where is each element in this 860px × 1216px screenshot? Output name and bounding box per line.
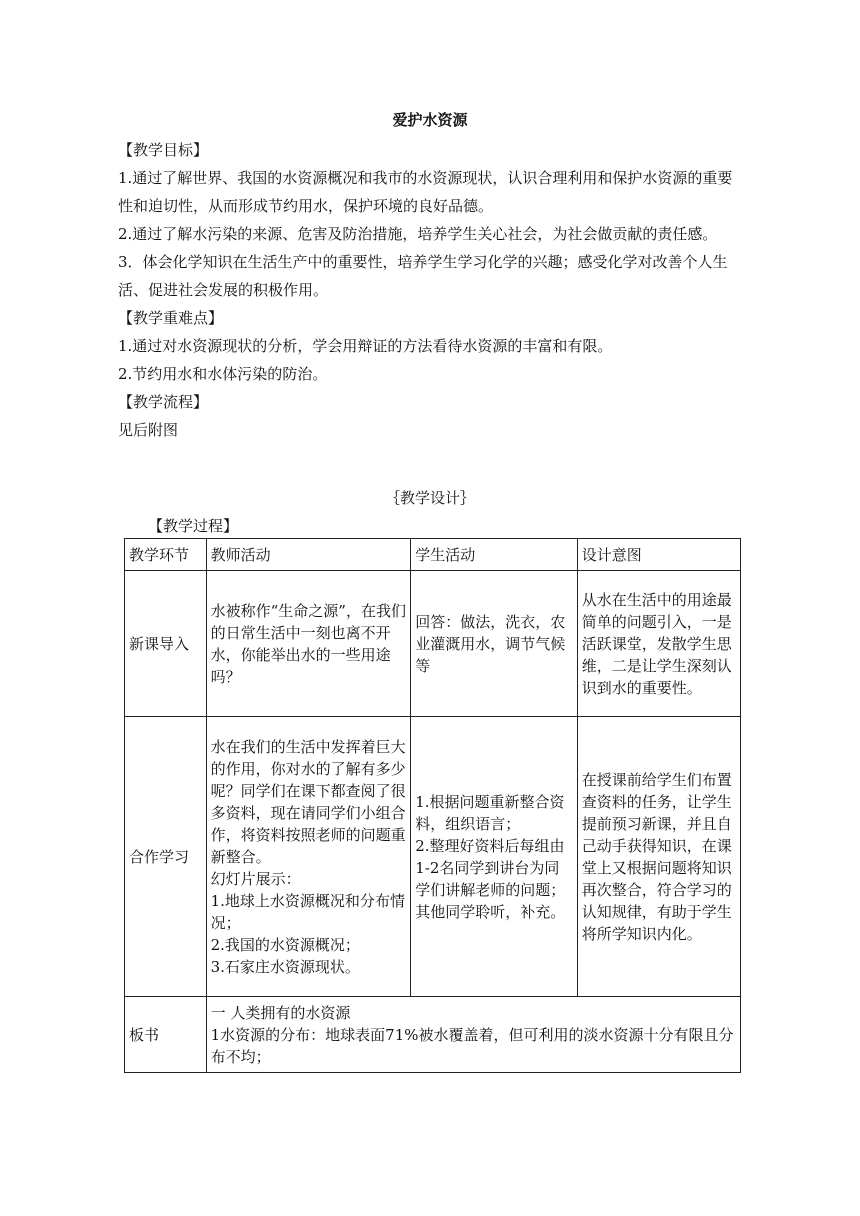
- goal-item: 1.通过了解世界、我国的水资源概况和我市的水资源现状，认识合理利用和保护水资源的重要性和迫切性，从而形成节约用水，保护环境的良好品德。: [118, 169, 733, 215]
- intent-text: 在授课前给学生们布置查资料的任务，让学生提前预习新课，并且自己动手获得知识，在课堂上又根据问题将知识再次整合，符合学习的认知规律，有助于学生将所学知识内化。: [581, 770, 732, 943]
- student-cell: [411, 717, 577, 997]
- goals-heading: 【教学目标】: [118, 141, 209, 159]
- teacher-text: 幻灯片展示：: [210, 869, 301, 888]
- board-text: 一 人类拥有的水资源: [210, 1003, 351, 1022]
- board-text: 1水资源的分布：地球表面71%被水覆盖着，但可利用的淡水资源十分有限且分布不均；: [210, 1025, 734, 1066]
- page-title: 爱护水资源: [392, 111, 468, 129]
- stage-cell: 合作学习: [125, 717, 207, 997]
- teacher-cell: [206, 717, 411, 997]
- header-student: 学生活动: [411, 539, 577, 571]
- teacher-cell: [206, 571, 411, 717]
- intent-text: 从水在生活中的用途最简单的问题引入，一是活跃课堂，发散学生思维，二是让学生深刻认识到水的重要性。: [581, 590, 732, 697]
- student-cell: [411, 571, 577, 717]
- goal-item: 2.通过了解水污染的来源、危害及防治措施，培养学生关心社会，为社会做贡献的责任感。: [118, 225, 718, 243]
- design-caption: ｛教学设计｝: [384, 489, 475, 507]
- table-row: [125, 717, 741, 997]
- flow-heading: 【教学流程】: [118, 393, 209, 411]
- teacher-text: 1.地球上水资源概况和分布情况；: [210, 891, 405, 932]
- flow-text: 见后附图: [118, 421, 179, 439]
- lesson-table: [124, 538, 741, 1073]
- header-intent: 设计意图: [577, 539, 740, 571]
- keypoint-item: 2.节约用水和水体污染的防治。: [118, 365, 328, 383]
- teacher-text: 水被称作“生命之源”，在我们的日常生活中一刻也离不开水，你能举出水的一些用途吗？: [210, 601, 406, 686]
- student-text: 回答：做法，洗衣，农业灌溉用水，调节气候等: [415, 612, 566, 675]
- student-text: 1.根据问题重新整合资料，组织语言；: [415, 792, 565, 833]
- teacher-text: 3.石家庄水资源现状。: [210, 957, 360, 976]
- teacher-text: 水在我们的生活中发挥着巨大的作用，你对水的了解有多少呢？同学们在课下都查阅了很多资料，现在请同学们小组合作，将资料按照老师的问题重新整合。: [210, 737, 406, 866]
- intro-sections: [118, 136, 738, 444]
- student-text: 2.整理好资料后每组由1-2名同学到讲台为同学们讲解老师的问题；其他同学聆听，补充。: [415, 836, 566, 921]
- teacher-text: 2.我国的水资源概况；: [210, 935, 360, 954]
- stage-cell: 新课导入: [125, 571, 207, 717]
- keypoint-item: 1.通过对水资源现状的分析，学会用辩证的方法看待水资源的丰富和有限。: [118, 337, 613, 355]
- intent-cell: [577, 571, 740, 717]
- table-header-row: [125, 539, 741, 571]
- keypoints-heading: 【教学重难点】: [118, 309, 224, 327]
- board-cell: [206, 997, 740, 1073]
- stage-cell: 板书: [125, 997, 207, 1073]
- table-row: [125, 571, 741, 717]
- intent-cell: [577, 717, 740, 997]
- header-teacher: 教师活动: [206, 539, 411, 571]
- header-stage: 教学环节: [125, 539, 207, 571]
- table-row: [125, 997, 741, 1073]
- process-label: 【教学过程】: [148, 517, 239, 535]
- goal-item: 3．体会化学知识在生活生产中的重要性，培养学生学习化学的兴趣；感受化学对改善个人生活、促进社会发展的积极作用。: [118, 253, 728, 299]
